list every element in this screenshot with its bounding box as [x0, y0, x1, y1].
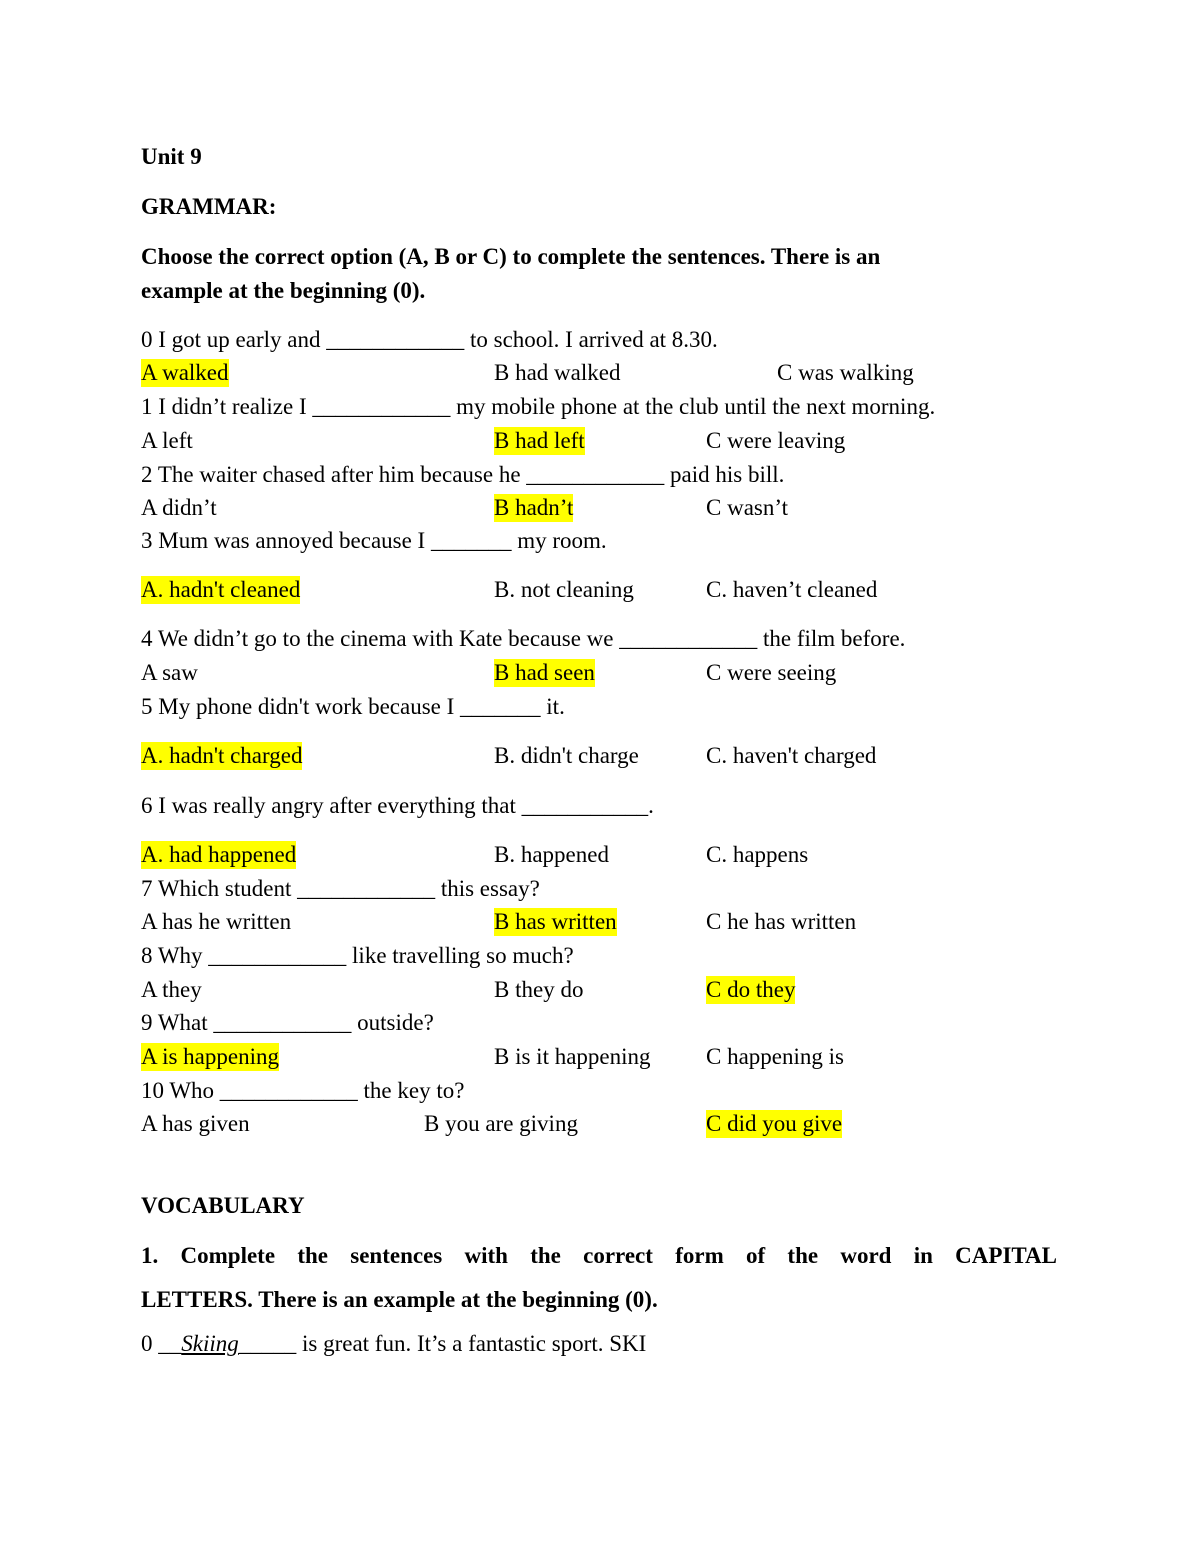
grammar-heading: GRAMMAR: — [141, 194, 277, 219]
question-6-option-a: A. had happened — [141, 842, 297, 867]
question-1-option-a: A left — [141, 428, 193, 453]
question-4-text: 4 We didn’t go to the cinema with Kate because we ____________ the film before. — [141, 626, 906, 651]
question-2-option-b: B hadn’t — [494, 495, 574, 520]
question-2-option-c: C wasn’t — [706, 495, 788, 520]
question-10-option-a: A has given — [141, 1111, 250, 1136]
question-8-option-a: A they — [141, 977, 202, 1002]
question-5-option-b: B. didn't charge — [494, 743, 639, 768]
question-6-option-b: B. happened — [494, 842, 609, 867]
question-7-text: 7 Which student ____________ this essay? — [141, 876, 540, 901]
question-3-option-b: B. not cleaning — [494, 577, 634, 602]
question-8-option-c: C do they — [706, 977, 796, 1002]
vocab-example-line — [141, 1330, 646, 1358]
question-1-text: 1 I didn’t realize I ____________ my mobile phone at the club until the next morning. — [141, 394, 936, 419]
question-0-option-b: B had walked — [494, 360, 621, 385]
question-9-option-c: C happening is — [706, 1044, 844, 1069]
question-4-option-c: C were seeing — [706, 660, 837, 685]
grammar-instruction-line-2: example at the beginning (0). — [141, 278, 426, 303]
question-9-option-b: B is it happening — [494, 1044, 651, 1069]
question-2-text: 2 The waiter chased after him because he ____________ paid his bill. — [141, 462, 785, 487]
grammar-instruction-line-1: Choose the correct option (A, B or C) to complete the sentences. There is an — [141, 244, 881, 269]
question-5-option-a: A. hadn't charged — [141, 743, 303, 768]
question-9-text: 9 What ____________ outside? — [141, 1010, 434, 1035]
vocabulary-heading: VOCABULARY — [141, 1193, 305, 1218]
question-9-option-a: A is happening — [141, 1044, 279, 1069]
vocabulary-instruction-line-1: 1. Complete the sentences with the correct form of the word in CAPITAL — [141, 1243, 1057, 1268]
unit-title: Unit 9 — [141, 144, 202, 169]
question-8-text: 8 Why ____________ like travelling so much? — [141, 943, 574, 968]
question-1-option-b: B had left — [494, 428, 585, 453]
question-10-option-b: B you are giving — [424, 1111, 578, 1136]
question-7-option-c: C he has written — [706, 909, 857, 934]
vocab-example-answer: Skiing — [181, 1331, 239, 1356]
question-8-option-b: B they do — [494, 977, 584, 1002]
question-3-text: 3 Mum was annoyed because I _______ my room. — [141, 528, 607, 553]
question-10-option-c: C did you give — [706, 1111, 843, 1136]
question-0-text: 0 I got up early and ____________ to school. I arrived at 8.30. — [141, 327, 718, 352]
question-5-text: 5 My phone didn't work because I _______ it. — [141, 694, 565, 719]
question-7-option-a: A has he written — [141, 909, 292, 934]
question-6-text: 6 I was really angry after everything that ___________. — [141, 793, 654, 818]
question-7-option-b: B has written — [494, 909, 617, 934]
vocabulary-instruction-line-2: LETTERS. There is an example at the beginning (0). — [141, 1287, 658, 1312]
question-0-option-c: C was walking — [777, 360, 914, 385]
question-4-option-a: A saw — [141, 660, 198, 685]
question-4-option-b: B had seen — [494, 660, 595, 685]
question-3-option-a: A. hadn't cleaned — [141, 577, 301, 602]
question-6-option-c: C. happens — [706, 842, 809, 867]
question-1-option-c: C were leaving — [706, 428, 846, 453]
question-2-option-a: A didn’t — [141, 495, 217, 520]
question-0-option-a: A walked — [141, 360, 229, 385]
vocab-example-prefix: 0 __ — [141, 1331, 182, 1356]
question-3-option-c: C. haven’t cleaned — [706, 577, 878, 602]
vocab-example-suffix: _____ is great fun. It’s a fantastic sport. SKI — [238, 1331, 647, 1356]
question-10-text: 10 Who ____________ the key to? — [141, 1078, 465, 1103]
question-5-option-c: C. haven't charged — [706, 743, 877, 768]
